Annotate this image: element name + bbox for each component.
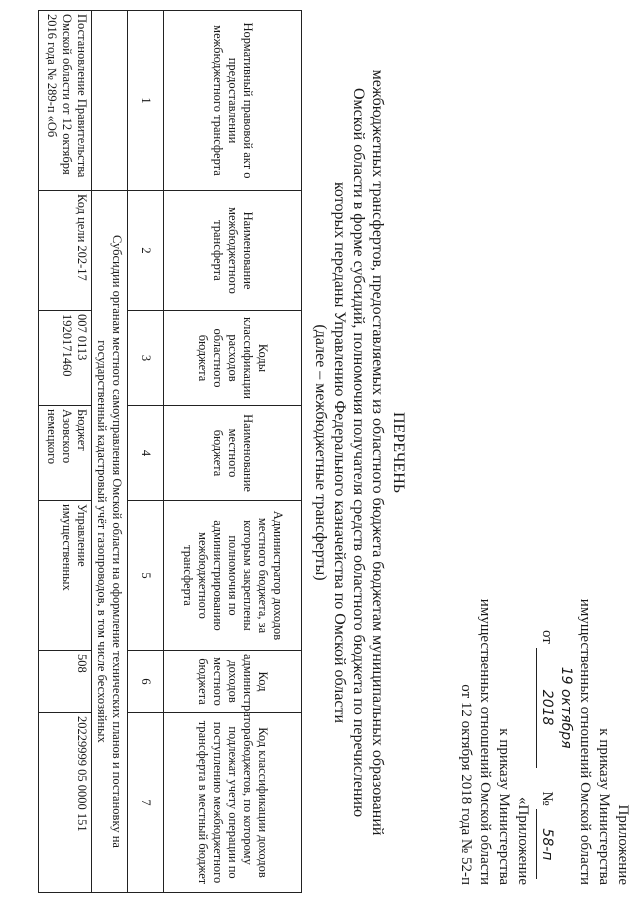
date-prefix: от <box>539 630 555 644</box>
appendix-order-line: к приказу Министерства <box>596 728 612 885</box>
column-number: 6 <box>128 651 164 713</box>
column-number-row <box>128 11 164 893</box>
local-budget-cell <box>39 406 92 501</box>
administrator-text: Управление имущественных <box>60 504 89 591</box>
appendix-order-line: к приказу Министерства <box>496 728 512 885</box>
header-cell: Коды классификации расходов областного бюджета <box>164 311 302 406</box>
column-number: 3 <box>128 311 164 406</box>
column-number: 2 <box>128 191 164 311</box>
legal-act-cell <box>39 11 92 191</box>
document-title <box>311 40 408 865</box>
expense-code-text: 007 0113 1920171460 <box>60 314 89 377</box>
header-cell: Администратор доходов местного бюджета, за которым закреплены полномочия по администрированию межбюджетного трансферта <box>164 501 302 651</box>
header-cell: Код администратора доходов местного бюджета <box>164 651 302 713</box>
data-row <box>39 11 92 893</box>
appendix-date-line <box>536 500 575 885</box>
column-number: 1 <box>128 11 164 191</box>
appendix-ministry-line: имущественных отношений Омской области <box>477 598 493 885</box>
handwritten-date: 19 октября 2018 <box>536 648 575 768</box>
legal-act-text: Постановление Правительства Омской области от 12 октября 2016 года № 289-п «Об <box>45 14 89 178</box>
transfer-name-text: Код цели 202-17 <box>75 194 89 281</box>
expense-code-cell <box>39 311 92 406</box>
header-cell: Код классификации доходов бюджетов, по которому подлежат учету операции по поступлению межбюджетного трансферта в местный бюджет <box>164 713 302 893</box>
column-number: 4 <box>128 406 164 501</box>
appendix-block-1 <box>536 500 632 885</box>
income-code-text: 20229999 05 0000 151 <box>75 716 89 832</box>
header-row <box>164 11 302 893</box>
header-cell: Наименование межбюджетного трансферта <box>164 191 302 311</box>
transfer-name-cell <box>39 191 92 311</box>
appendix-date-line: от 12 октября 2018 года № 52-п <box>458 684 474 885</box>
title-line-2: Омской области в форме субсидий, полномочия получателя средств областного бюджета по перечислению <box>350 87 367 818</box>
number-prefix: № <box>539 791 555 806</box>
local-budget-text: Бюджет Азовского немецкого <box>45 409 89 465</box>
header-cell: Наименование местного бюджета <box>164 406 302 501</box>
section-title: Субсидии органам местного самоуправления Омской области на оформление технических планов и постановку на государственный кадастровый учёт газопроводов, в том числе бесхозяйных <box>92 191 128 893</box>
title-line-1: межбюджетных трансфертов, предоставляемых из областного бюджета бюджетам муниципальных образований <box>369 69 386 836</box>
header-cell: Нормативный правовой акт о предоставлении межбюджетного трансферта <box>164 11 302 191</box>
appendix-title: Приложение <box>615 804 631 885</box>
income-code-cell <box>39 713 92 893</box>
appendix-title: «Приложение <box>515 796 531 885</box>
transfers-table <box>38 10 302 893</box>
handwritten-number: 58-п <box>536 809 556 879</box>
title-line-4: (далее – межбюджетные трансферты) <box>312 324 329 581</box>
title-line-3: которых переданы Управлению Федерального казначейства по Омской области <box>331 181 348 724</box>
column-number: 5 <box>128 501 164 651</box>
title-heading: ПЕРЕЧЕНЬ <box>390 412 407 493</box>
left-spacer-cell <box>92 11 128 191</box>
admin-code-text: 508 <box>75 654 89 673</box>
section-row <box>92 11 128 893</box>
column-number: 7 <box>128 713 164 893</box>
appendix-ministry-line: имущественных отношений Омской области <box>577 598 593 885</box>
appendix-block-2 <box>456 500 532 885</box>
admin-code-cell <box>39 651 92 713</box>
administrator-cell <box>39 501 92 651</box>
